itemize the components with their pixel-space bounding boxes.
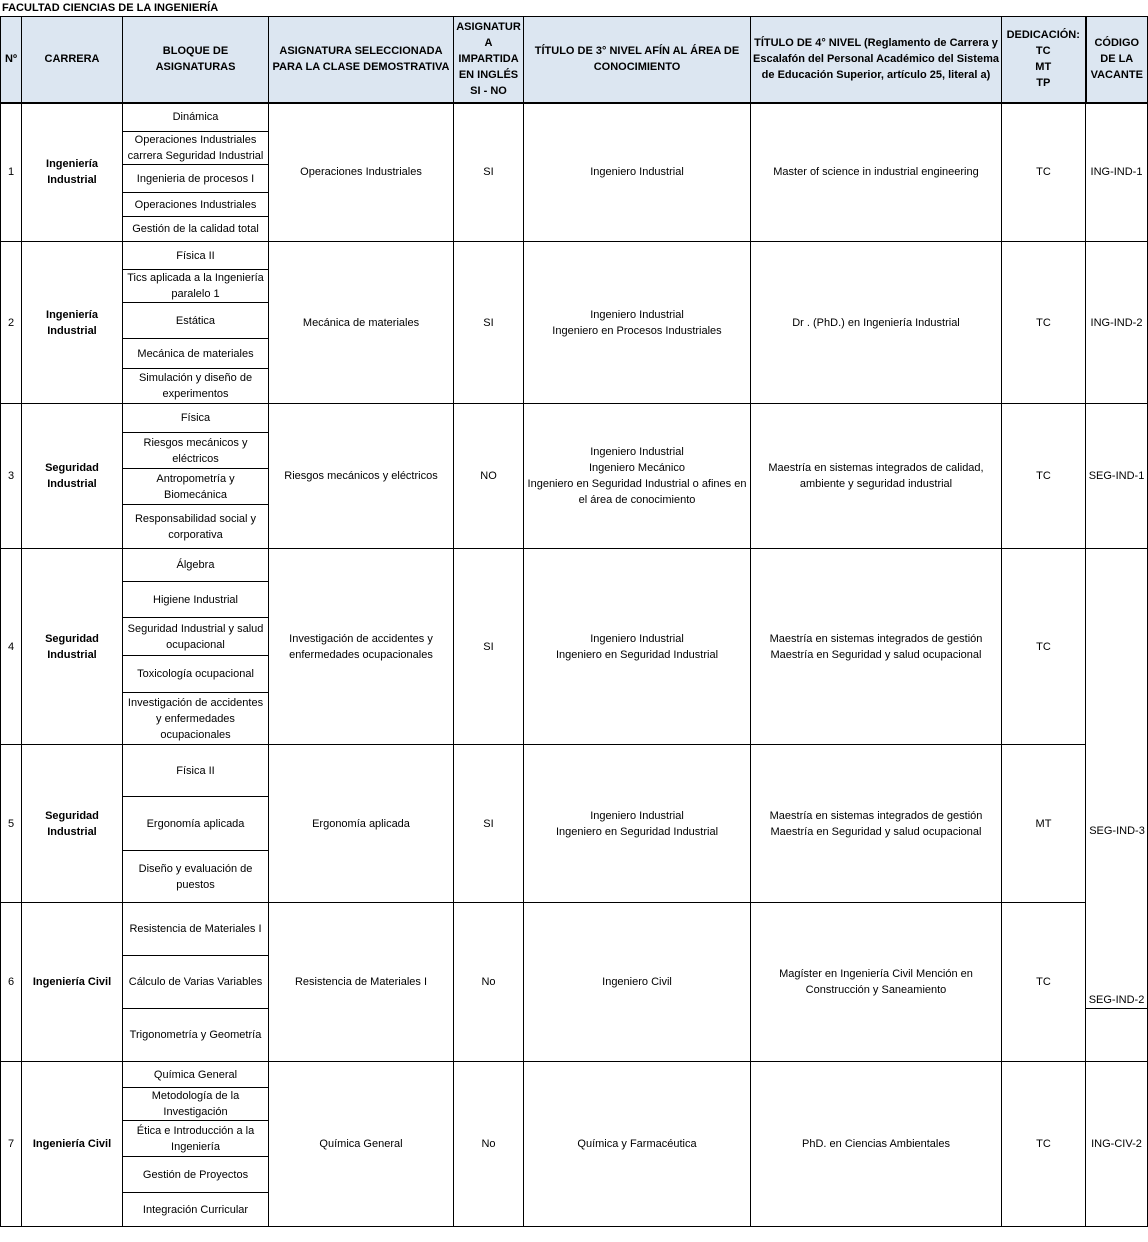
row-ingles: NO [454,404,524,549]
header-bloque: BLOQUE DE ASIGNATURAS [123,17,269,103]
row-dedicacion: TC [1002,1062,1086,1227]
row-dedicacion: TC [1002,404,1086,549]
row-tercer-nivel: Ingeniero Industrial Ingeniero en Procesos Industriales [524,242,751,404]
table-row [1,549,1148,582]
row-codigo: SEG-IND-3 [1087,823,1147,839]
faculty-title: FACULTAD CIENCIAS DE LA INGENIERÍA [2,2,219,14]
row-number: 4 [1,549,22,745]
subject-block: Física II [123,242,269,270]
row-carrera: Seguridad Industrial [22,404,123,549]
subject-block: Resistencia de Materiales I [123,903,269,956]
subject-block: Ergonomía aplicada [123,797,269,851]
row-tercer-nivel: Ingeniero Industrial Ingeniero Mecánico Ingeniero en Seguridad Industrial o afines en el área de conocimiento [524,404,751,549]
table-row [1,1062,1148,1088]
row-number: 3 [1,404,22,549]
table-row [1,242,1148,270]
subject-block: Responsabilidad social y corporativa [123,505,269,549]
vacancies-table [0,16,1148,1227]
row-number: 7 [1,1062,22,1227]
subject-block: Física [123,404,269,433]
table-row [1,903,1148,956]
row-tercer-nivel: Ingeniero Industrial Ingeniero en Seguridad Industrial [524,745,751,903]
table-row [1,103,1148,132]
subject-block: Higiene Industrial [123,582,269,618]
subject-block: Mecánica de materiales [123,339,269,369]
row-number: 2 [1,242,22,404]
row-cuarto-nivel: Magíster en Ingeniería Civil Mención en Construcción y Saneamiento [751,903,1002,1062]
subject-block: Metodología de la Investigación [123,1088,269,1121]
row-carrera: Ingeniería Industrial [22,242,123,404]
row-asignatura: Investigación de accidentes y enfermedades ocupacionales [269,549,454,745]
row-cuarto-nivel: Master of science in industrial engineering [751,103,1002,242]
row-codigo: SEG-IND-1 [1086,404,1148,549]
row-ingles: No [454,903,524,1062]
table-row [1,745,1148,797]
row-dedicacion: TC [1002,549,1086,745]
subject-block: Operaciones Industriales carrera Seguridad Industrial [123,132,269,165]
table-header [1,17,1148,103]
row-carrera: Ingeniería Industrial [22,103,123,242]
subject-block: Ética e Introducción a la Ingeniería [123,1121,269,1157]
row-number: 5 [1,745,22,903]
row-tercer-nivel: Ingeniero Industrial Ingeniero en Seguridad Industrial [524,549,751,745]
subject-block: Investigación de accidentes y enfermedades ocupacionales [123,693,269,745]
row-tercer-nivel: Ingeniero Civil [524,903,751,1062]
row-asignatura: Resistencia de Materiales I [269,903,454,1062]
row-dedicacion: TC [1002,242,1086,404]
subject-block: Simulación y diseño de experimentos [123,369,269,404]
row-codigo: ING-IND-1 [1086,103,1148,242]
row-tercer-nivel: Química y Farmacéutica [524,1062,751,1227]
subject-block: Estática [123,303,269,339]
subject-block: Cálculo de Varias Variables [123,956,269,1009]
subject-block: Gestión de la calidad total [123,217,269,242]
row-asignatura: Mecánica de materiales [269,242,454,404]
subject-block: Integración Curricular [123,1193,269,1227]
row-number: 1 [1,103,22,242]
row-cuarto-nivel: Maestría en sistemas integrados de gestión Maestría en Seguridad y salud ocupacional [751,549,1002,745]
subject-block: Física II [123,745,269,797]
subject-block: Dinámica [123,103,269,132]
header-num: Nº [1,17,22,103]
subject-block: Ingenieria de procesos I [123,165,269,193]
table-body [1,103,1148,1227]
row-asignatura: Ergonomía aplicada [269,745,454,903]
subject-block: Gestión de Proyectos [123,1157,269,1193]
subject-block: Trigonometría y Geometría [123,1009,269,1062]
header-ingles: ASIGNATUR A IMPARTIDA EN INGLÉS SI - NO [454,17,524,103]
header-codigo: CÓDIGO DE LA VACANTE [1086,17,1148,103]
row-cuarto-nivel: Maestría en sistemas integrados de calidad, ambiente y seguridad industrial [751,404,1002,549]
row-dedicacion: TC [1002,903,1086,1062]
row-carrera: Seguridad Industrial [22,745,123,903]
subject-block: Operaciones Industriales [123,193,269,217]
row-codigo: ING-IND-2 [1086,242,1148,404]
row-ingles: No [454,1062,524,1227]
subject-block: Toxicología ocupacional [123,656,269,693]
row-cuarto-nivel: PhD. en Ciencias Ambientales [751,1062,1002,1227]
row-dedicacion: TC [1002,103,1086,242]
header-tercer-nivel: TÍTULO DE 3° NIVEL AFÍN AL ÁREA DE CONOCIMIENTO [524,17,751,103]
row-number: 6 [1,903,22,1062]
table-row [1,404,1148,433]
subject-block: Antropometría y Biomecánica [123,469,269,505]
subject-block: Tics aplicada a la Ingeniería paralelo 1 [123,270,269,303]
row-asignatura: Química General [269,1062,454,1227]
row-codigo: SEG-IND-2 [1086,549,1148,1009]
row-cuarto-nivel: Maestría en sistemas integrados de gestión Maestría en Seguridad y salud ocupacional [751,745,1002,903]
subject-block: Seguridad Industrial y salud ocupacional [123,618,269,656]
row-dedicacion: MT [1002,745,1086,903]
row-ingles: SI [454,745,524,903]
subject-block: Química General [123,1062,269,1088]
row-carrera: Ingeniería Civil [22,903,123,1062]
row-carrera: Ingeniería Civil [22,1062,123,1227]
subject-block: Álgebra [123,549,269,582]
row-ingles: SI [454,549,524,745]
row-asignatura: Riesgos mecánicos y eléctricos [269,404,454,549]
subject-block: Diseño y evaluación de puestos [123,851,269,903]
row-tercer-nivel: Ingeniero Industrial [524,103,751,242]
row-asignatura: Operaciones Industriales [269,103,454,242]
header-carrera: CARRERA [22,17,123,103]
row-carrera: Seguridad Industrial [22,549,123,745]
header-dedicacion: DEDICACIÓN: TC MT TP [1002,17,1086,103]
row-ingles: SI [454,242,524,404]
row-ingles: SI [454,103,524,242]
header-cuarto-nivel: TÍTULO DE 4° NIVEL (Reglamento de Carrera y Escalafón del Personal Académico del Sistema de Educación Superior, artículo 25, literal a) [751,17,1002,103]
header-asignatura: ASIGNATURA SELECCIONADA PARA LA CLASE DEMOSTRATIVA [269,17,454,103]
row-codigo: ING-CIV-2 [1086,1062,1148,1227]
subject-block: Riesgos mecánicos y eléctricos [123,433,269,469]
row-cuarto-nivel: Dr . (PhD.) en Ingeniería Industrial [751,242,1002,404]
